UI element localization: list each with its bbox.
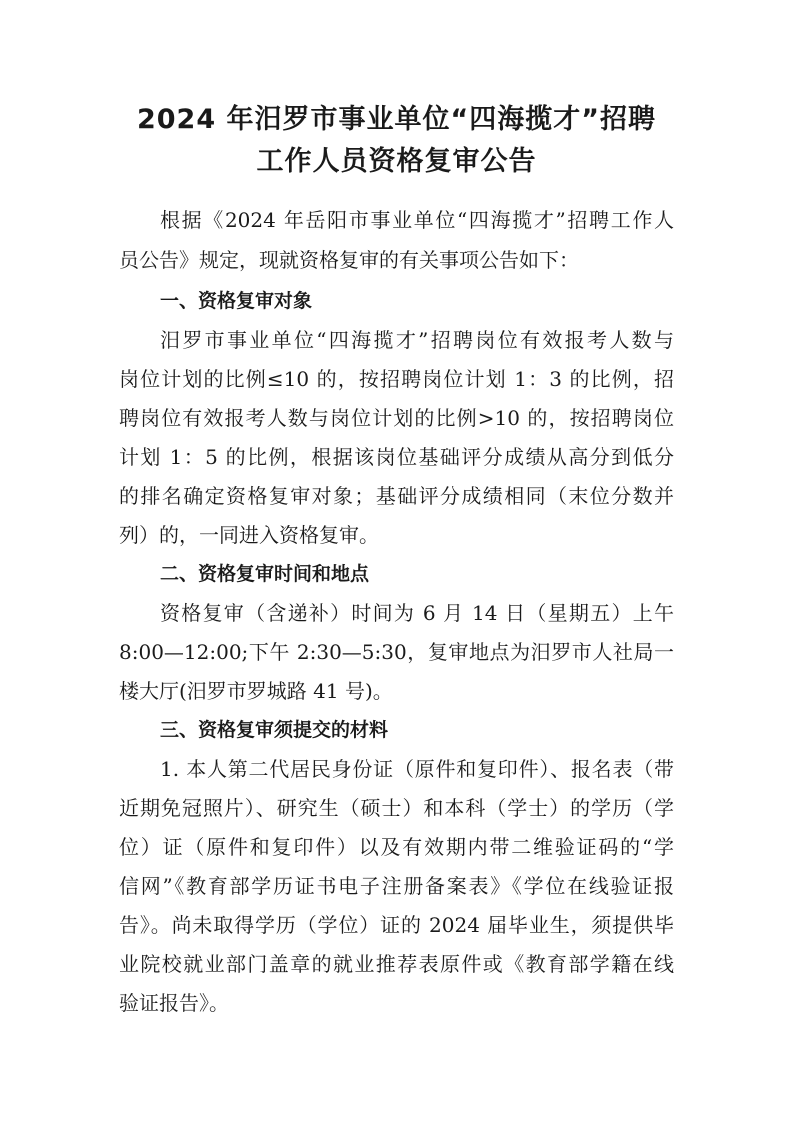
document-title-line-1: 2024 年汨罗市事业单位“四海揽才”招聘 (136, 104, 657, 135)
section-1-line-4: 计划 1：5 的比例，根据该岗位基础评分成绩从高分到低分 (119, 445, 674, 469)
section-3-line-2: 近期免冠照片）、研究生（硕士）和本科（学士）的学历（学 (119, 796, 674, 820)
section-1-line-1: 汨罗市事业单位“四海揽才”招聘岗位有效报考人数与 (160, 328, 674, 352)
section-3-line-3: 位）证（原件和复印件）以及有效期内带二维验证码的“学 (119, 835, 674, 859)
section-1-line-3: 聘岗位有效报考人数与岗位计划的比例>10 的，按招聘岗位 (119, 406, 674, 430)
section-3-line-7: 验证报告》。 (119, 991, 229, 1015)
section-3-line-1: 1. 本人第二代居民身份证（原件和复印件）、报名表（带 (160, 757, 674, 781)
section-3-line-4: 信网”《教育部学历证书电子注册备案表》《学位在线验证报 (119, 874, 674, 898)
section-3-line-5: 告》。尚未取得学历（学位）证的 2024 届毕业生，须提供毕 (119, 913, 674, 937)
document-title-line-2: 工作人员资格复审公告 (256, 146, 537, 177)
section-1-line-2: 岗位计划的比例≤10 的，按招聘岗位计划 1：3 的比例，招 (119, 367, 674, 391)
intro-line-1: 根据《2024 年岳阳市事业单位“四海揽才”招聘工作人 (160, 208, 674, 232)
section-2-line-2: 8:00—12:00;下午 2:30—5:30，复审地点为汨罗市人社局一 (119, 640, 674, 664)
intro-line-2: 员公告》规定，现就资格复审的有关事项公告如下： (119, 248, 579, 272)
section-1-line-5: 的排名确定资格复审对象；基础评分成绩相同（末位分数并 (119, 484, 674, 508)
section-2-heading: 二、资格复审时间和地点 (160, 563, 370, 585)
section-3-line-6: 业院校就业部门盖章的就业推荐表原件或《教育部学籍在线 (119, 952, 674, 976)
section-2-line-1: 资格复审（含递补）时间为 6 月 14 日（星期五）上午 (160, 601, 674, 625)
section-1-line-6: 列）的，一同进入资格复审。 (119, 523, 379, 547)
section-3-heading: 三、资格复审须提交的材料 (160, 719, 389, 741)
section-2-line-3: 楼大厅(汨罗市罗城路 41 号)。 (119, 679, 393, 703)
section-1-heading: 一、资格复审对象 (160, 290, 313, 312)
